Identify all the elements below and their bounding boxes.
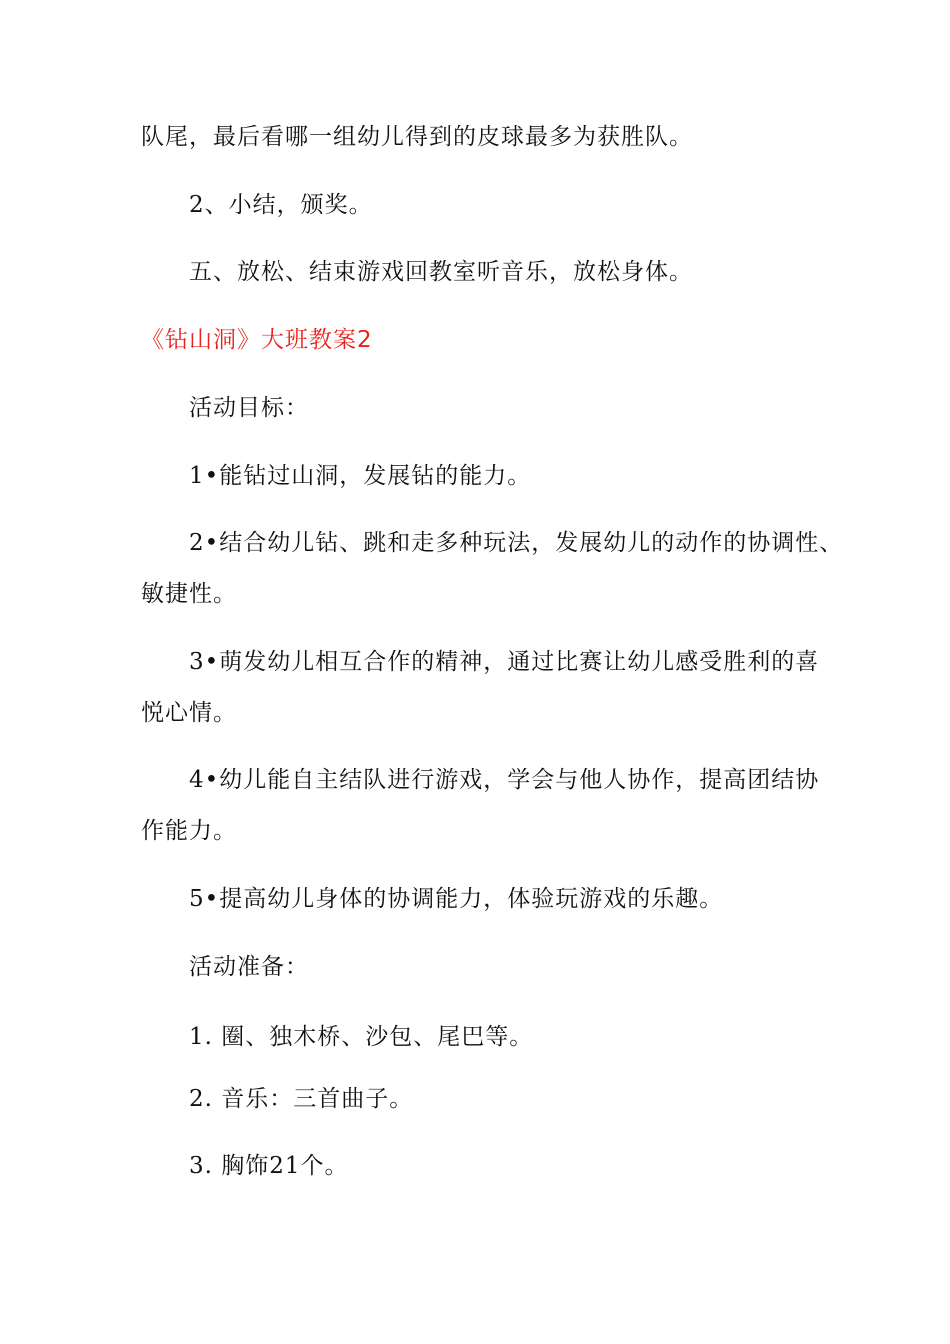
prep-item-2: 2. 音乐：三首曲子。 — [189, 1086, 414, 1112]
goal-item-1: 1•能钻过山洞，发展钻的能力。 — [189, 463, 532, 489]
goal-item-4: 4•幼儿能自主结队进行游戏，学会与他人协作，提高团结协 — [189, 767, 820, 793]
prep-item-3: 3. 胸饰21个。 — [189, 1153, 349, 1179]
relax-step-line: 五、放松、结束游戏回教室听音乐，放松身体。 — [189, 259, 693, 285]
goal-item-2-continued: 敏捷性。 — [141, 581, 237, 607]
summary-line: 2、小结，颁奖。 — [189, 192, 373, 218]
goal-item-4-continued: 作能力。 — [141, 818, 237, 844]
lesson-plan-heading: 《钻山洞》大班教案2 — [141, 327, 373, 353]
section-label-goals: 活动目标： — [189, 395, 309, 421]
paragraph-line: 队尾，最后看哪一组幼儿得到的皮球最多为获胜队。 — [141, 124, 693, 150]
section-label-preparation: 活动准备： — [189, 954, 309, 980]
goal-item-5: 5•提高幼儿身体的协调能力，体验玩游戏的乐趣。 — [189, 886, 724, 912]
goal-item-3: 3•萌发幼儿相互合作的精神，通过比赛让幼儿感受胜利的喜 — [189, 649, 820, 675]
prep-item-1: 1. 圈、独木桥、沙包、尾巴等。 — [189, 1024, 534, 1050]
goal-item-3-continued: 悦心情。 — [141, 700, 237, 726]
goal-item-2: 2•结合幼儿钻、跳和走多种玩法，发展幼儿的动作的协调性、 — [189, 530, 844, 556]
